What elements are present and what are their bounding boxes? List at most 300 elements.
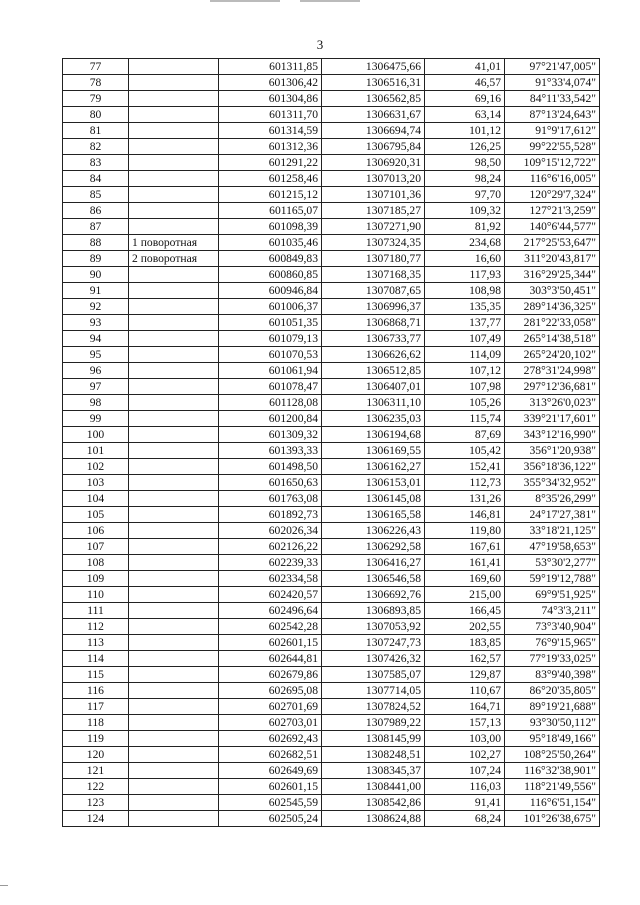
direction-angle-cell: 101°26'38,675": [505, 811, 600, 827]
point-number-cell: 78: [63, 75, 129, 91]
point-number-cell: 109: [63, 571, 129, 587]
segment-length-cell: 167,61: [425, 539, 505, 555]
point-number-cell: 84: [63, 171, 129, 187]
x-coordinate-cell: 601258,46: [219, 171, 322, 187]
y-coordinate-cell: 1307271,90: [322, 219, 425, 235]
table-row: [63, 683, 600, 699]
x-coordinate-cell: 601314,59: [219, 123, 322, 139]
point-number-cell: 92: [63, 299, 129, 315]
direction-angle-cell: 265°24'20,102": [505, 347, 600, 363]
point-number-cell: 112: [63, 619, 129, 635]
direction-angle-cell: 217°25'53,647": [505, 235, 600, 251]
point-number-cell: 82: [63, 139, 129, 155]
x-coordinate-cell: 602644,81: [219, 651, 322, 667]
direction-angle-cell: 47°19'58,653": [505, 539, 600, 555]
point-note-cell: [129, 571, 219, 587]
point-number-cell: 96: [63, 363, 129, 379]
direction-angle-cell: 355°34'32,952": [505, 475, 600, 491]
direction-angle-cell: 73°3'40,904": [505, 619, 600, 635]
point-note-cell: [129, 651, 219, 667]
table-row: [63, 571, 600, 587]
direction-angle-cell: 303°3'50,451": [505, 283, 600, 299]
table-row: [63, 299, 600, 315]
segment-length-cell: 91,41: [425, 795, 505, 811]
segment-length-cell: 101,12: [425, 123, 505, 139]
point-number-cell: 121: [63, 763, 129, 779]
table-row: [63, 539, 600, 555]
segment-length-cell: 116,03: [425, 779, 505, 795]
x-coordinate-cell: 601200,84: [219, 411, 322, 427]
table-row: [63, 267, 600, 283]
direction-angle-cell: 74°3'3,211": [505, 603, 600, 619]
table-row: [63, 779, 600, 795]
point-note-cell: [129, 635, 219, 651]
point-note-cell: 1 поворотная: [129, 235, 219, 251]
direction-angle-cell: 108°25'50,264": [505, 747, 600, 763]
table-row: [63, 427, 600, 443]
point-number-cell: 104: [63, 491, 129, 507]
table-row: [63, 363, 600, 379]
x-coordinate-cell: 602649,69: [219, 763, 322, 779]
y-coordinate-cell: 1306169,55: [322, 443, 425, 459]
segment-length-cell: 103,00: [425, 731, 505, 747]
direction-angle-cell: 97°21'47,005": [505, 59, 600, 75]
direction-angle-cell: 87°13'24,643": [505, 107, 600, 123]
point-note-cell: [129, 715, 219, 731]
point-note-cell: 2 поворотная: [129, 251, 219, 267]
segment-length-cell: 137,77: [425, 315, 505, 331]
y-coordinate-cell: 1307185,27: [322, 203, 425, 219]
x-coordinate-cell: 602545,59: [219, 795, 322, 811]
table-row: [63, 795, 600, 811]
x-coordinate-cell: 602239,33: [219, 555, 322, 571]
x-coordinate-cell: 601070,53: [219, 347, 322, 363]
point-note-cell: [129, 59, 219, 75]
point-number-cell: 95: [63, 347, 129, 363]
segment-length-cell: 105,42: [425, 443, 505, 459]
y-coordinate-cell: 1308441,00: [322, 779, 425, 795]
table-row: [63, 587, 600, 603]
y-coordinate-cell: 1306626,62: [322, 347, 425, 363]
point-note-cell: [129, 187, 219, 203]
table-row: [63, 59, 600, 75]
segment-length-cell: 157,13: [425, 715, 505, 731]
x-coordinate-cell: 602601,15: [219, 635, 322, 651]
point-number-cell: 85: [63, 187, 129, 203]
segment-length-cell: 105,26: [425, 395, 505, 411]
point-note-cell: [129, 667, 219, 683]
table-row: [63, 347, 600, 363]
point-note-cell: [129, 539, 219, 555]
direction-angle-cell: 109°15'12,722": [505, 155, 600, 171]
point-number-cell: 100: [63, 427, 129, 443]
point-number-cell: 102: [63, 459, 129, 475]
segment-length-cell: 107,49: [425, 331, 505, 347]
table-row: [63, 315, 600, 331]
segment-length-cell: 63,14: [425, 107, 505, 123]
x-coordinate-cell: 601061,94: [219, 363, 322, 379]
direction-angle-cell: 86°20'35,805": [505, 683, 600, 699]
segment-length-cell: 129,87: [425, 667, 505, 683]
table-row: [63, 395, 600, 411]
x-coordinate-cell: 602026,34: [219, 523, 322, 539]
direction-angle-cell: 84°11'33,542": [505, 91, 600, 107]
x-coordinate-cell: 601079,13: [219, 331, 322, 347]
direction-angle-cell: 281°22'33,058": [505, 315, 600, 331]
segment-length-cell: 69,16: [425, 91, 505, 107]
point-number-cell: 83: [63, 155, 129, 171]
page-number: 3: [316, 37, 324, 52]
point-number-cell: 105: [63, 507, 129, 523]
x-coordinate-cell: 602420,57: [219, 587, 322, 603]
point-note-cell: [129, 411, 219, 427]
table-row: [63, 251, 600, 267]
table-row: [63, 155, 600, 171]
point-number-cell: 114: [63, 651, 129, 667]
segment-length-cell: 98,24: [425, 171, 505, 187]
segment-length-cell: 108,98: [425, 283, 505, 299]
segment-length-cell: 234,68: [425, 235, 505, 251]
point-note-cell: [129, 507, 219, 523]
y-coordinate-cell: 1307585,07: [322, 667, 425, 683]
x-coordinate-cell: 602334,58: [219, 571, 322, 587]
y-coordinate-cell: 1306162,27: [322, 459, 425, 475]
table-row: [63, 811, 600, 827]
direction-angle-cell: 339°21'17,601": [505, 411, 600, 427]
table-row: [63, 283, 600, 299]
y-coordinate-cell: 1308542,86: [322, 795, 425, 811]
direction-angle-cell: 316°29'25,344": [505, 267, 600, 283]
segment-length-cell: 41,01: [425, 59, 505, 75]
point-note-cell: [129, 427, 219, 443]
table-row: [63, 523, 600, 539]
point-number-cell: 120: [63, 747, 129, 763]
point-number-cell: 80: [63, 107, 129, 123]
point-note-cell: [129, 219, 219, 235]
point-number-cell: 110: [63, 587, 129, 603]
segment-length-cell: 152,41: [425, 459, 505, 475]
point-note-cell: [129, 443, 219, 459]
y-coordinate-cell: 1307013,20: [322, 171, 425, 187]
direction-angle-cell: 120°29'7,324": [505, 187, 600, 203]
y-coordinate-cell: 1306893,85: [322, 603, 425, 619]
table-row: [63, 747, 600, 763]
table-row: [63, 235, 600, 251]
y-coordinate-cell: 1306562,85: [322, 91, 425, 107]
y-coordinate-cell: 1307989,22: [322, 715, 425, 731]
table-row: [63, 443, 600, 459]
point-note-cell: [129, 811, 219, 827]
segment-length-cell: 110,67: [425, 683, 505, 699]
point-note-cell: [129, 331, 219, 347]
point-number-cell: 99: [63, 411, 129, 427]
y-coordinate-cell: 1306235,03: [322, 411, 425, 427]
y-coordinate-cell: 1306292,58: [322, 539, 425, 555]
point-note-cell: [129, 603, 219, 619]
x-coordinate-cell: 602505,24: [219, 811, 322, 827]
y-coordinate-cell: 1306145,08: [322, 491, 425, 507]
x-coordinate-cell: 601098,39: [219, 219, 322, 235]
y-coordinate-cell: 1307714,05: [322, 683, 425, 699]
segment-length-cell: 115,74: [425, 411, 505, 427]
x-coordinate-cell: 600849,83: [219, 251, 322, 267]
point-note-cell: [129, 683, 219, 699]
table-row: [63, 667, 600, 683]
table-row: [63, 763, 600, 779]
point-note-cell: [129, 363, 219, 379]
x-coordinate-cell: 602601,15: [219, 779, 322, 795]
point-number-cell: 77: [63, 59, 129, 75]
point-number-cell: 94: [63, 331, 129, 347]
point-note-cell: [129, 267, 219, 283]
point-number-cell: 90: [63, 267, 129, 283]
direction-angle-cell: 311°20'43,817": [505, 251, 600, 267]
x-coordinate-cell: 601006,37: [219, 299, 322, 315]
x-coordinate-cell: 602496,64: [219, 603, 322, 619]
y-coordinate-cell: 1306795,84: [322, 139, 425, 155]
direction-angle-cell: 118°21'49,556": [505, 779, 600, 795]
segment-length-cell: 107,98: [425, 379, 505, 395]
x-coordinate-cell: 601051,35: [219, 315, 322, 331]
direction-angle-cell: 116°6'16,005": [505, 171, 600, 187]
y-coordinate-cell: 1306516,31: [322, 75, 425, 91]
segment-length-cell: 81,92: [425, 219, 505, 235]
table-row: [63, 219, 600, 235]
y-coordinate-cell: 1306694,74: [322, 123, 425, 139]
point-note-cell: [129, 731, 219, 747]
y-coordinate-cell: 1306407,01: [322, 379, 425, 395]
y-coordinate-cell: 1306920,31: [322, 155, 425, 171]
point-note-cell: [129, 763, 219, 779]
point-note-cell: [129, 171, 219, 187]
point-note-cell: [129, 203, 219, 219]
y-coordinate-cell: 1307247,73: [322, 635, 425, 651]
point-note-cell: [129, 795, 219, 811]
x-coordinate-cell: 601311,70: [219, 107, 322, 123]
x-coordinate-cell: 601650,63: [219, 475, 322, 491]
y-coordinate-cell: 1307101,36: [322, 187, 425, 203]
table-row: [63, 75, 600, 91]
x-coordinate-cell: 601309,32: [219, 427, 322, 443]
x-coordinate-cell: 602703,01: [219, 715, 322, 731]
direction-angle-cell: 89°19'21,688": [505, 699, 600, 715]
segment-length-cell: 107,24: [425, 763, 505, 779]
table-row: [63, 171, 600, 187]
table-row: [63, 379, 600, 395]
y-coordinate-cell: 1306868,71: [322, 315, 425, 331]
point-note-cell: [129, 139, 219, 155]
point-number-cell: 93: [63, 315, 129, 331]
point-number-cell: 88: [63, 235, 129, 251]
y-coordinate-cell: 1306733,77: [322, 331, 425, 347]
point-note-cell: [129, 587, 219, 603]
point-number-cell: 115: [63, 667, 129, 683]
point-number-cell: 89: [63, 251, 129, 267]
table-row: [63, 411, 600, 427]
table-row: [63, 603, 600, 619]
y-coordinate-cell: 1306194,68: [322, 427, 425, 443]
point-note-cell: [129, 491, 219, 507]
y-coordinate-cell: 1306165,58: [322, 507, 425, 523]
point-number-cell: 113: [63, 635, 129, 651]
point-note-cell: [129, 107, 219, 123]
direction-angle-cell: 343°12'16,990": [505, 427, 600, 443]
segment-length-cell: 98,50: [425, 155, 505, 171]
point-note-cell: [129, 299, 219, 315]
table-row: [63, 715, 600, 731]
table-row: [63, 475, 600, 491]
point-number-cell: 91: [63, 283, 129, 299]
y-coordinate-cell: 1308345,37: [322, 763, 425, 779]
point-number-cell: 86: [63, 203, 129, 219]
point-number-cell: 107: [63, 539, 129, 555]
table-row: [63, 619, 600, 635]
point-number-cell: 123: [63, 795, 129, 811]
direction-angle-cell: 356°1'20,938": [505, 443, 600, 459]
y-coordinate-cell: 1307426,32: [322, 651, 425, 667]
table-row: [63, 699, 600, 715]
direction-angle-cell: 76°9'15,965": [505, 635, 600, 651]
top-edge-marks: [200, 0, 400, 6]
x-coordinate-cell: 601304,86: [219, 91, 322, 107]
point-number-cell: 103: [63, 475, 129, 491]
segment-length-cell: 166,45: [425, 603, 505, 619]
y-coordinate-cell: 1307824,52: [322, 699, 425, 715]
segment-length-cell: 97,70: [425, 187, 505, 203]
segment-length-cell: 119,80: [425, 523, 505, 539]
point-number-cell: 119: [63, 731, 129, 747]
x-coordinate-cell: 601128,08: [219, 395, 322, 411]
point-number-cell: 79: [63, 91, 129, 107]
point-note-cell: [129, 347, 219, 363]
point-note-cell: [129, 75, 219, 91]
point-note-cell: [129, 283, 219, 299]
y-coordinate-cell: 1307168,35: [322, 267, 425, 283]
table-row: [63, 123, 600, 139]
segment-length-cell: 107,12: [425, 363, 505, 379]
segment-length-cell: 109,32: [425, 203, 505, 219]
x-coordinate-cell: 601393,33: [219, 443, 322, 459]
point-note-cell: [129, 475, 219, 491]
table-row: [63, 187, 600, 203]
point-note-cell: [129, 91, 219, 107]
point-note-cell: [129, 555, 219, 571]
point-number-cell: 98: [63, 395, 129, 411]
segment-length-cell: 215,00: [425, 587, 505, 603]
point-note-cell: [129, 699, 219, 715]
direction-angle-cell: 59°19'12,788": [505, 571, 600, 587]
point-note-cell: [129, 379, 219, 395]
y-coordinate-cell: 1306416,27: [322, 555, 425, 571]
y-coordinate-cell: 1306512,85: [322, 363, 425, 379]
direction-angle-cell: 313°26'0,023": [505, 395, 600, 411]
point-number-cell: 97: [63, 379, 129, 395]
point-number-cell: 117: [63, 699, 129, 715]
segment-length-cell: 102,27: [425, 747, 505, 763]
y-coordinate-cell: 1306996,37: [322, 299, 425, 315]
point-note-cell: [129, 779, 219, 795]
segment-length-cell: 162,57: [425, 651, 505, 667]
point-number-cell: 101: [63, 443, 129, 459]
segment-length-cell: 117,93: [425, 267, 505, 283]
x-coordinate-cell: 601291,22: [219, 155, 322, 171]
x-coordinate-cell: 600860,85: [219, 267, 322, 283]
table-row: [63, 635, 600, 651]
segment-length-cell: 16,60: [425, 251, 505, 267]
y-coordinate-cell: 1308624,88: [322, 811, 425, 827]
direction-angle-cell: 8°35'26,299": [505, 491, 600, 507]
table-row: [63, 555, 600, 571]
y-coordinate-cell: 1306311,10: [322, 395, 425, 411]
x-coordinate-cell: 601498,50: [219, 459, 322, 475]
coordinates-table: [62, 58, 600, 827]
x-coordinate-cell: 601763,08: [219, 491, 322, 507]
direction-angle-cell: 77°19'33,025": [505, 651, 600, 667]
y-coordinate-cell: 1306475,66: [322, 59, 425, 75]
point-number-cell: 81: [63, 123, 129, 139]
x-coordinate-cell: 601215,12: [219, 187, 322, 203]
direction-angle-cell: 33°18'21,125": [505, 523, 600, 539]
point-number-cell: 106: [63, 523, 129, 539]
y-coordinate-cell: 1308248,51: [322, 747, 425, 763]
table-row: [63, 459, 600, 475]
segment-length-cell: 46,57: [425, 75, 505, 91]
direction-angle-cell: 93°30'50,112": [505, 715, 600, 731]
segment-length-cell: 202,55: [425, 619, 505, 635]
direction-angle-cell: 289°14'36,325": [505, 299, 600, 315]
y-coordinate-cell: 1307053,92: [322, 619, 425, 635]
x-coordinate-cell: 602692,43: [219, 731, 322, 747]
segment-length-cell: 183,85: [425, 635, 505, 651]
segment-length-cell: 164,71: [425, 699, 505, 715]
table-row: [63, 139, 600, 155]
segment-length-cell: 112,73: [425, 475, 505, 491]
point-note-cell: [129, 123, 219, 139]
segment-length-cell: 169,60: [425, 571, 505, 587]
y-coordinate-cell: 1306226,43: [322, 523, 425, 539]
direction-angle-cell: 83°9'40,398": [505, 667, 600, 683]
direction-angle-cell: 297°12'36,681": [505, 379, 600, 395]
x-coordinate-cell: 601312,36: [219, 139, 322, 155]
direction-angle-cell: 140°6'44,577": [505, 219, 600, 235]
table-row: [63, 507, 600, 523]
table-row: [63, 203, 600, 219]
point-note-cell: [129, 747, 219, 763]
segment-length-cell: 135,35: [425, 299, 505, 315]
x-coordinate-cell: 602126,22: [219, 539, 322, 555]
point-note-cell: [129, 523, 219, 539]
direction-angle-cell: 24°17'27,381": [505, 507, 600, 523]
segment-length-cell: 161,41: [425, 555, 505, 571]
segment-length-cell: 126,25: [425, 139, 505, 155]
direction-angle-cell: 91°33'4,074": [505, 75, 600, 91]
table-row: [63, 651, 600, 667]
y-coordinate-cell: 1307324,35: [322, 235, 425, 251]
direction-angle-cell: 95°18'49,166": [505, 731, 600, 747]
direction-angle-cell: 116°32'38,901": [505, 763, 600, 779]
table-row: [63, 107, 600, 123]
point-number-cell: 124: [63, 811, 129, 827]
x-coordinate-cell: 601311,85: [219, 59, 322, 75]
x-coordinate-cell: 602682,51: [219, 747, 322, 763]
segment-length-cell: 87,69: [425, 427, 505, 443]
x-coordinate-cell: 602679,86: [219, 667, 322, 683]
y-coordinate-cell: 1307087,65: [322, 283, 425, 299]
segment-length-cell: 131,26: [425, 491, 505, 507]
direction-angle-cell: 278°31'24,998": [505, 363, 600, 379]
x-coordinate-cell: 601078,47: [219, 379, 322, 395]
table-body: [63, 59, 600, 827]
